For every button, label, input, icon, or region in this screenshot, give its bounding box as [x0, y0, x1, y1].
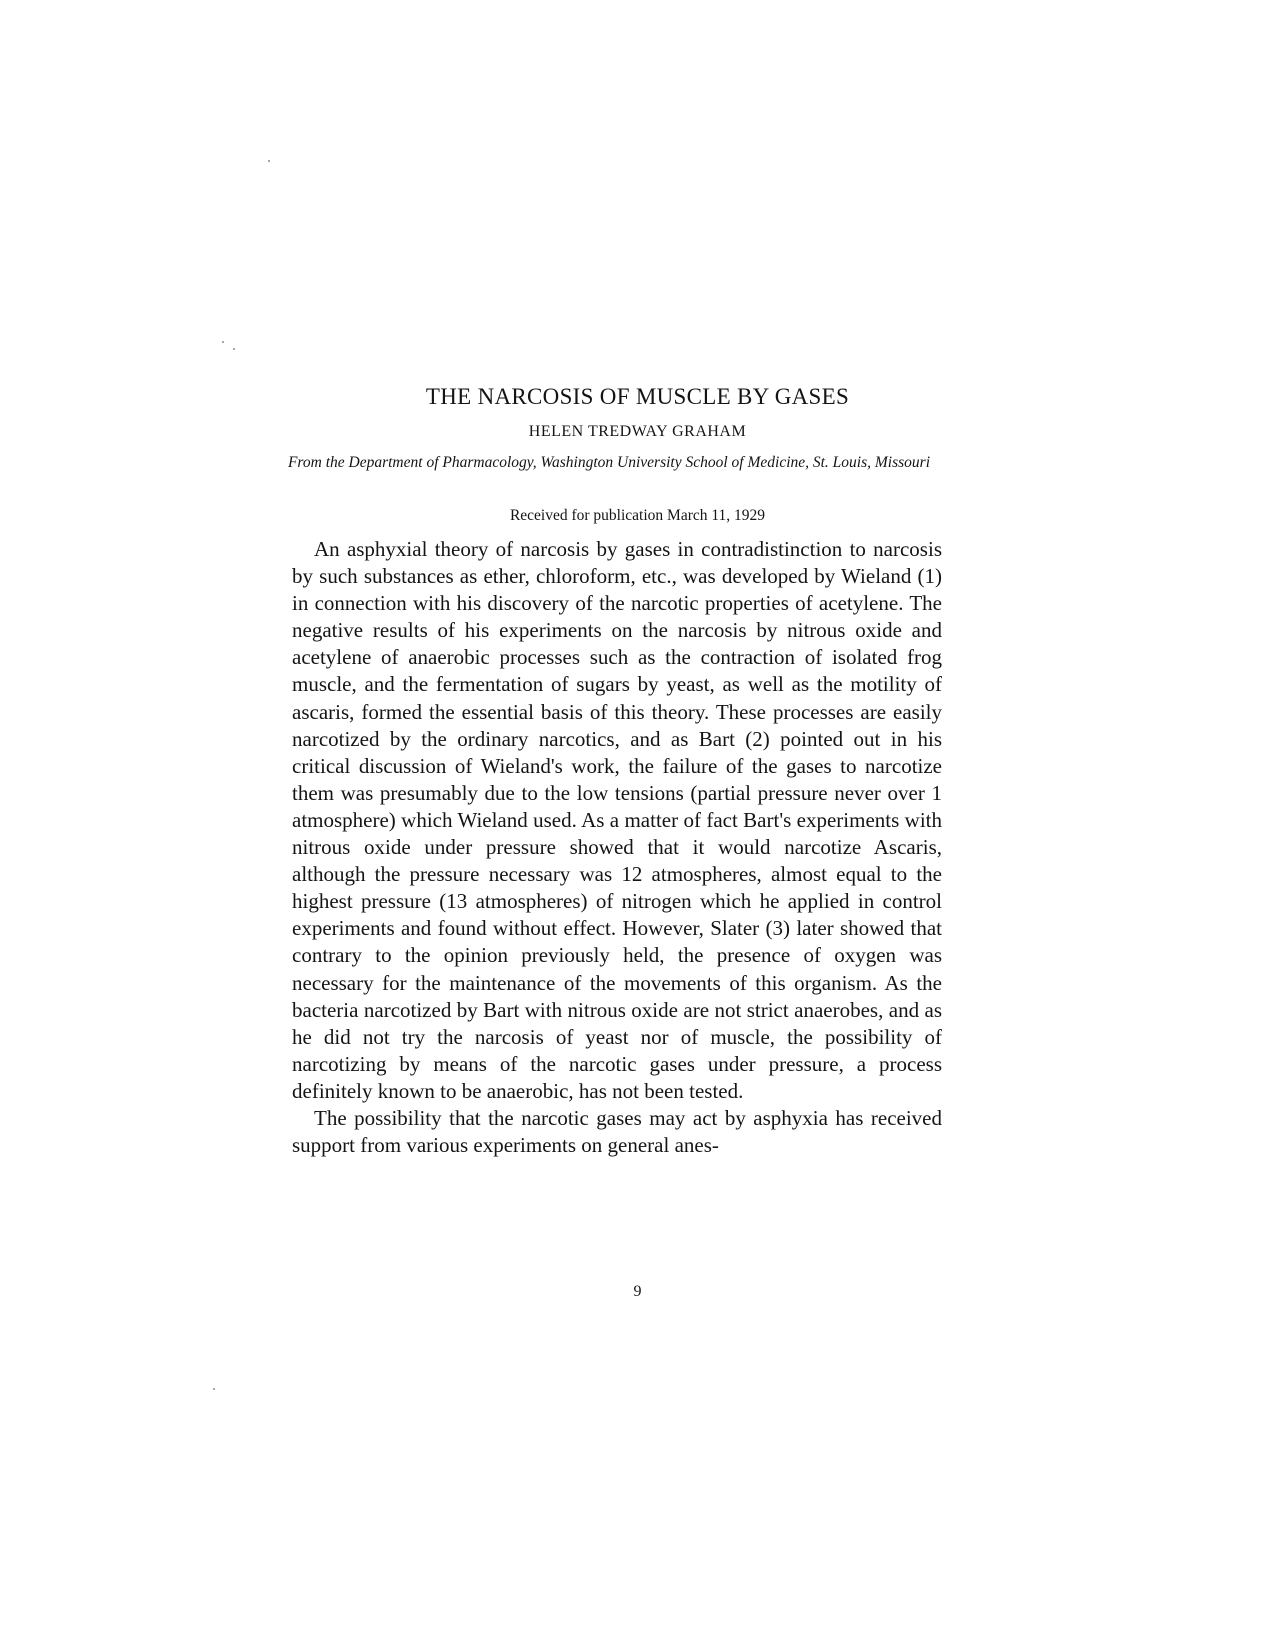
page-number: 9: [633, 1283, 642, 1300]
body-paragraph-1: An asphyxial theory of narcosis by gases in contradistinction to narcosis by such substances as ether, chloroform, etc., was developed by Wieland (1) in connection with his discovery of the narcotic properties of acetylene. The negative results of his experiments on the narcosis by nitrous oxide and acetylene of anaerobic processes such as the contraction of isolated frog muscle, and the fermentation of sugars by yeast, as well as the motility of ascaris, formed the essential basis of this theory. These processes are easily narcotized by the ordinary narcotics, and as Bart (2) pointed out in his critical discussion of Wieland's work, the failure of the gases to narcotize them was presumably due to the low tensions (partial pressure never over 1 atmosphere) which Wieland used. As a matter of fact Bart's experiments with nitrous oxide under pressure showed that it would narcotize Ascaris, although the pressure necessary was 12 atmospheres, almost equal to the highest pressure (13 atmospheres) of nitrogen which he applied in control experiments and found without effect. However, Slater (3) later showed that contrary to the opinion previously held, the presence of oxygen was necessary for the maintenance of the movements of this organism. As the bacteria narcotized by Bart with nitrous oxide are not strict anaerobes, and as he did not try the narcosis of yeast nor of muscle, the possibility of narcotizing by means of the narcotic gases under pressure, a process definitely known to be anaerobic, has not been tested.: [292, 537, 942, 1103]
scan-speck: [233, 348, 235, 350]
received-date: Received for publication March 11, 1929: [509, 507, 766, 524]
article-body: [292, 536, 942, 1159]
scan-speck: [222, 341, 224, 343]
author-name: HELEN TREDWAY GRAHAM: [528, 423, 747, 440]
body-paragraph-2: The possibility that the narcotic gases may act by asphyxia has received support from various experiments on general anes-: [292, 1105, 942, 1158]
scan-speck: [213, 1388, 215, 1390]
article-title: THE NARCOSIS OF MUSCLE BY GASES: [425, 384, 850, 409]
author-affiliation: From the Department of Pharmacology, Washington University School of Medicine, St. Louis, Missouri: [287, 454, 931, 471]
scan-speck: [268, 160, 270, 162]
